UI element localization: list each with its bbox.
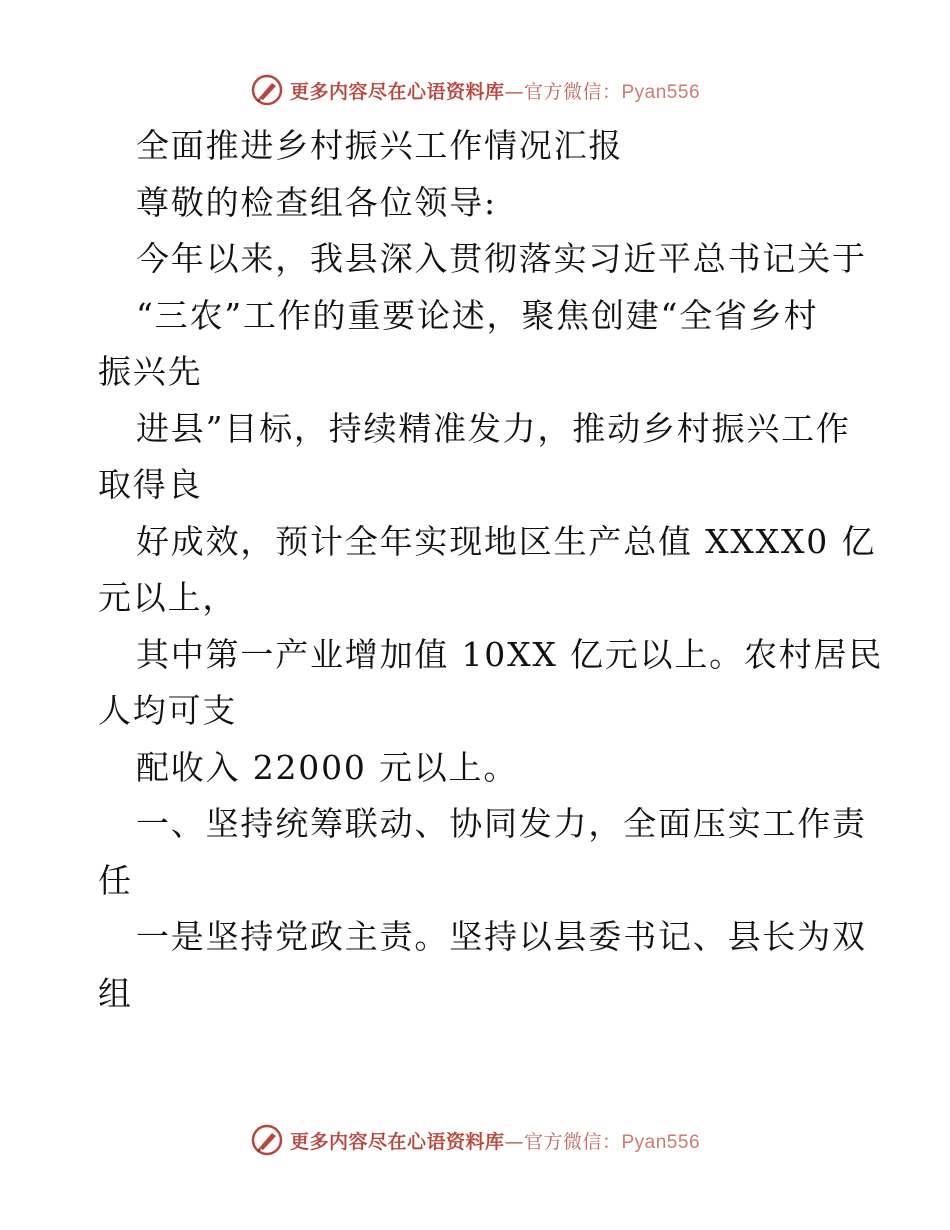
text-line: 元以上， [98, 578, 238, 617]
banner-sub-text: 官方微信： [523, 80, 622, 103]
footer-banner [0, 1120, 950, 1160]
text-line: 好成效，预计全年实现地区生产总值 XXXX0 亿 [136, 521, 877, 561]
text-line: 一、坚持统筹联动、协同发力，全面压实工作责 [136, 804, 867, 843]
banner-account: Pyan556 [621, 81, 701, 103]
text-line: 全面推进乡村振兴工作情况汇报 [136, 126, 624, 165]
banner-sub-text: 官方微信： [523, 1130, 622, 1153]
text-line: 尊敬的检查组各位领导: [136, 182, 497, 222]
banner-account: Pyan556 [621, 1131, 701, 1153]
text-line: “三农”工作的重要论述，聚焦创建“全省乡村 [136, 295, 819, 335]
document-body [98, 118, 884, 1022]
text-line: 进县”目标，持续精准发力，推动乡村振兴工作 [136, 408, 851, 448]
banner-main-text: 更多内容尽在心语资料库 [289, 80, 505, 103]
text-line: 今年以来，我县深入贯彻落实习近平总书记关于 [136, 239, 867, 278]
text-line: 其中第一产业增加值 10XX 亿元以上。农村居民 [136, 634, 884, 674]
pen-logo-icon [250, 73, 284, 107]
header-banner [0, 70, 950, 110]
banner-text [290, 77, 700, 104]
banner-text [290, 1127, 700, 1154]
banner-main-text: 更多内容尽在心语资料库 [289, 1130, 505, 1153]
text-line: 振兴先 [98, 352, 203, 391]
banner-dash: — [504, 80, 524, 103]
pen-logo-icon [250, 1123, 284, 1157]
banner-dash: — [504, 1130, 524, 1153]
text-line: 配收入 22000 元以上。 [136, 747, 519, 787]
text-line: 任 [98, 860, 133, 900]
text-line: 人均可支 [98, 691, 238, 730]
text-line: 组 [98, 973, 133, 1013]
text-line: 一是坚持党政主责。坚持以县委书记、县长为双 [136, 917, 867, 956]
text-line: 取得良 [98, 465, 203, 504]
